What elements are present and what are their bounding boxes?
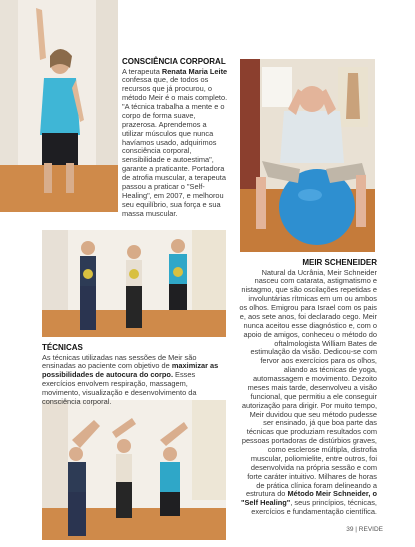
meir-text-body: Natural da Ucrânia, Meir Schneider nasceu com catarata, astigmatismo e nistagmo, que são oscilações repetidas e involuntárias rítmicas em um ou ambos os olhos. Emigrou para Israel com os pais e, aos sete anos, foi declarado cego. Meir nunca aceitou esse diagnóstico e, com o apoio de amigos, conheceu o método do oftalmologista William Bates de estimulação da visão. Dedicou-se com fervor aos exercícios para os olhos, aliando as técnicas de yoga, automassagem e movimento. Dezoito meses mais tarde, desenvolveu a visão funcional, que permitiu a ele conseguir autorização para dirigir. Por muito tempo, Meir duvidou que seu método pudesse ser ensinado, já que boa parte das técnicas que produziam resultados com pessoas portadoras de distúrbios graves, como esclerose múltipla, distrofia muscular, poliomielite, entre outros, foi desenvolvida na própria sessão e com forte caráter intuitivo. Milhares de horas de prática clínica foram delineando a estrutura do [239,267,377,499]
tecnicas-text-intro: As técnicas utilizadas nas sessões de Meir são ensinadas ao paciente com objetivo de [42,352,197,371]
consciencia-text-intro: A terapeuta [122,66,162,76]
page-footer: 39 | REVIDE [346,526,383,533]
photo-three-women-stretching [42,400,226,540]
section-heading-tecnicas: TÉCNICAS [42,343,83,352]
photo-three-women-balls [42,230,226,337]
consciencia-text-body: confessa que, de todos os recursos que já procurou, o método Meir é o mais completo. "A técnica trabalha a mente e o corpo de forma suave, prazerosa. Aprendemos a utilizar músculos que nunca havíamos usado, adquirimos consciência corporal, sensibilidade e autoestima", garante a praticante. Portadora de atrofia muscular, a terapeuta passou a praticar o "Self-Healing", em 2007, e melhorou seu equilíbrio, sua força e sua massa muscular. [122,75,228,218]
meir-text-end: , seus princípios, técnicas, exercícios e fundamentação científica. [251,498,377,517]
photo-man-on-ball [240,59,375,252]
meir-method-name: Método Meir Schneider, o "Self Healing" [241,489,377,508]
article-meir-scheneider [239,258,377,517]
photo-woman-arm-raised [0,0,118,212]
section-heading-meir: MEIR SCHENEIDER [302,258,377,267]
section-heading-consciencia: CONSCIÊNCIA CORPORAL [122,57,226,66]
tecnicas-highlight: maximizar as possibilidades de autocura do corpo. [42,361,219,380]
article-tecnicas [42,343,228,407]
article-consciencia-corporal [122,57,230,218]
tecnicas-text-body: Esses exercícios envolvem respiração, massagem, movimento, visualização e desenvolvimento da consciência corporal. [42,370,197,406]
consciencia-name: Renata Maria Leite [161,66,228,76]
